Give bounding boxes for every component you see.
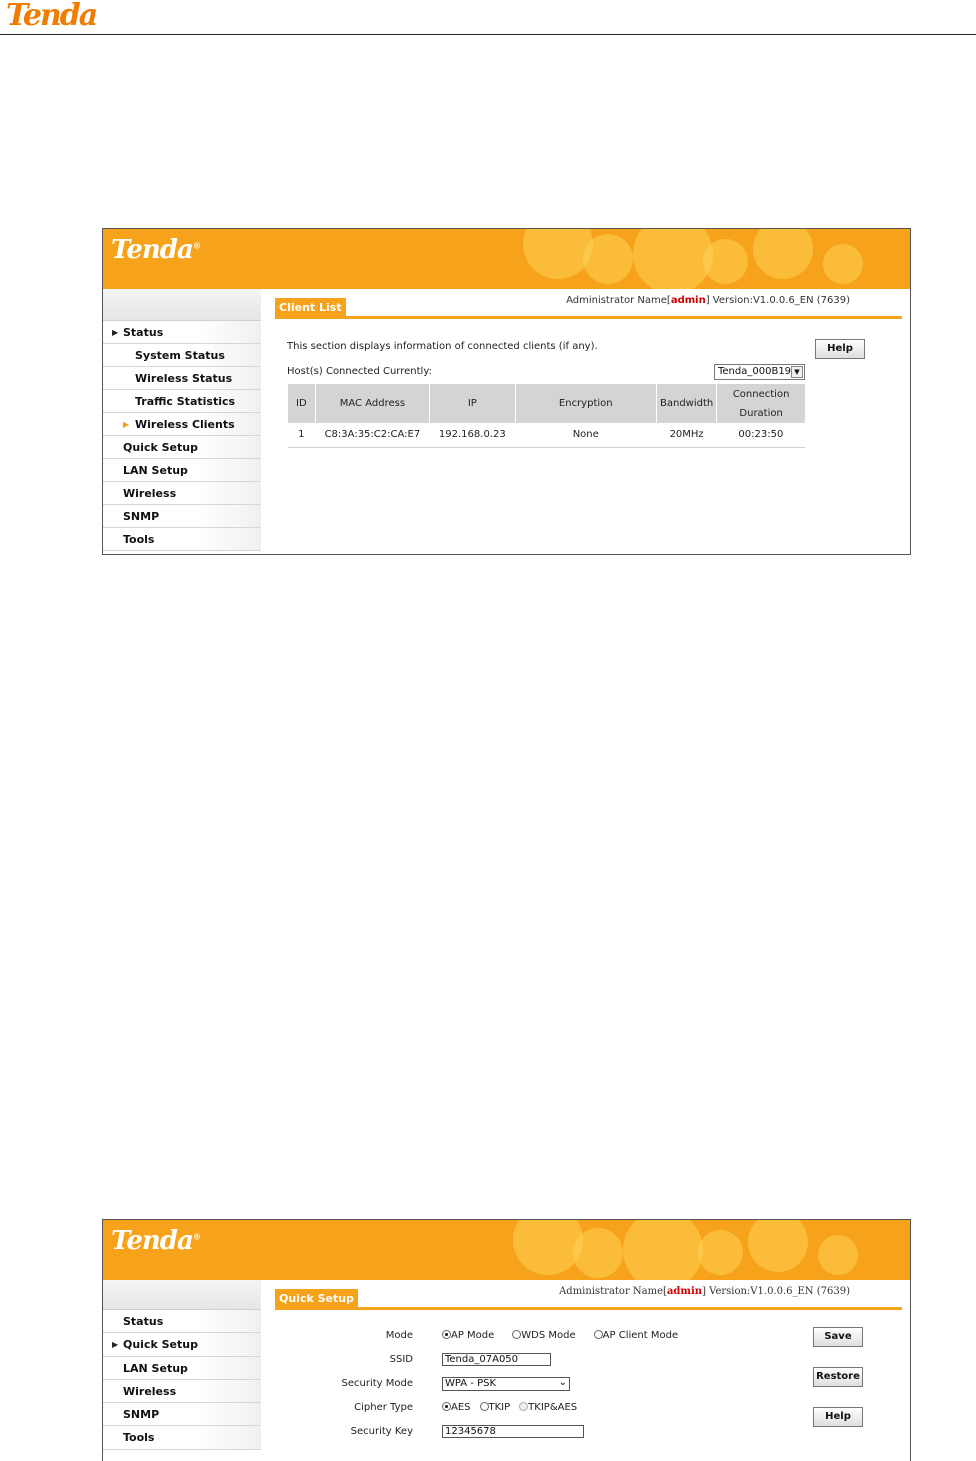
radio-button[interactable]	[480, 1402, 489, 1411]
radio-option-tkip[interactable]	[480, 1402, 511, 1413]
radio-button[interactable]	[442, 1330, 451, 1339]
radio-option-ap-client-mode[interactable]	[594, 1330, 678, 1341]
sidebar-item-status[interactable]	[103, 321, 261, 344]
admin-info: Administrator Name[admin] Version:V1.0.0.6_EN (7639)	[566, 295, 850, 306]
sidebar-item-tools[interactable]	[103, 1426, 261, 1449]
radio-button[interactable]	[512, 1330, 521, 1339]
sidebar-item-snmp[interactable]	[103, 1403, 261, 1426]
sidebar-item-label: Traffic Statistics	[135, 395, 236, 408]
cipher-radio-group	[442, 1402, 587, 1413]
security-mode-label: Security Mode	[341, 1378, 413, 1389]
sidebar-header	[103, 289, 261, 321]
sidebar-item-label: Wireless Status	[135, 372, 233, 385]
column-header: ID	[288, 384, 316, 423]
admin-info: Administrator Name[admin] Version:V1.0.0.6_EN (7639)	[559, 1286, 850, 1297]
router-logo: Tenda®	[111, 1226, 200, 1256]
column-header: Bandwidth	[657, 384, 717, 423]
main-content	[275, 289, 902, 554]
security-mode-select[interactable]: WPA - PSK ⌄	[442, 1377, 570, 1391]
sidebar-item-label: Wireless	[123, 487, 177, 500]
save-button[interactable]: Save	[813, 1327, 863, 1347]
sidebar-item-label: Tools	[123, 1431, 155, 1445]
table-cell: 1	[288, 423, 316, 447]
radio-label: WDS Mode	[521, 1330, 576, 1341]
sidebar-item-label: Quick Setup	[123, 1338, 198, 1352]
admin-name: admin	[666, 1286, 703, 1297]
quick-setup-screenshot	[102, 1219, 911, 1461]
sidebar-item-label: LAN Setup	[123, 1361, 188, 1375]
sidebar-item-label: Status	[123, 1315, 164, 1328]
column-header: MAC Address	[315, 384, 429, 423]
radio-label: AP Client Mode	[602, 1330, 679, 1341]
client-list-screenshot	[102, 228, 911, 555]
router-banner	[103, 1220, 910, 1280]
radio-option-ap-mode[interactable]	[442, 1330, 494, 1341]
client-table	[287, 384, 805, 448]
sidebar-item-status[interactable]	[103, 1310, 261, 1333]
table-row	[288, 423, 806, 447]
ssid-select[interactable]: Tenda_000B19 ▼	[714, 364, 805, 380]
router-banner	[103, 229, 910, 289]
sidebar-header	[103, 1280, 261, 1310]
radio-label: AES	[451, 1402, 471, 1413]
radio-label: AP Mode	[451, 1330, 495, 1341]
sidebar-item-lan-setup[interactable]	[103, 1357, 261, 1380]
table-cell: C8:3A:35:C2:CA:E7	[315, 423, 429, 447]
sidebar-nav	[103, 1280, 261, 1461]
help-button[interactable]: Help	[813, 1407, 863, 1427]
help-button[interactable]: Help	[815, 339, 865, 359]
hosts-connected-label: Host(s) Connected Currently:	[287, 366, 432, 377]
brand-logo: Tenda	[6, 0, 97, 33]
sidebar-item-label: Quick Setup	[123, 441, 198, 454]
tab-quick-setup[interactable]: Quick Setup	[275, 1289, 358, 1309]
table-cell: 00:23:50	[717, 423, 805, 447]
tab-underline	[275, 316, 902, 319]
restore-button[interactable]: Restore	[813, 1367, 863, 1387]
column-header: IP	[430, 384, 515, 423]
tab-underline	[275, 1307, 902, 1310]
ssid-input[interactable]: Tenda_07A050	[442, 1353, 551, 1366]
radio-button[interactable]	[594, 1330, 603, 1339]
tab-client-list[interactable]: Client List	[275, 298, 346, 318]
radio-option-tkip-aes[interactable]	[519, 1402, 577, 1413]
sidebar-item-label: SNMP	[123, 510, 160, 523]
sidebar-item-label: Status	[123, 326, 164, 339]
sidebar-item-label: Tools	[123, 533, 155, 546]
radio-label: TKIP&AES	[528, 1402, 578, 1413]
admin-name: admin	[670, 295, 706, 306]
sidebar-item-label: Wireless	[123, 1384, 177, 1398]
radio-button[interactable]	[442, 1402, 451, 1411]
security-key-label: Security Key	[350, 1426, 413, 1437]
chevron-down-icon: ⌄	[558, 1377, 567, 1388]
sidebar-item-label: System Status	[135, 349, 225, 362]
security-key-input[interactable]: 12345678	[442, 1425, 584, 1438]
dropdown-arrow-icon[interactable]: ▼	[791, 366, 803, 378]
sidebar-item-system-status[interactable]	[103, 344, 261, 367]
column-header: Connection Duration	[717, 384, 805, 423]
sidebar-item-wireless-clients[interactable]	[103, 413, 261, 436]
sidebar-item-quick-setup[interactable]	[103, 1333, 261, 1356]
sidebar-item-label: Wireless Clients	[135, 418, 235, 431]
main-content	[275, 1280, 902, 1461]
header-divider	[0, 34, 976, 35]
sidebar-item-traffic-statistics[interactable]	[103, 390, 261, 413]
table-cell: 192.168.0.23	[430, 423, 515, 447]
sidebar-item-wireless[interactable]	[103, 482, 261, 505]
sidebar-item-lan-setup[interactable]	[103, 459, 261, 482]
sidebar-nav	[103, 289, 261, 554]
sidebar-item-wireless-status[interactable]	[103, 367, 261, 390]
sidebar-item-snmp[interactable]	[103, 505, 261, 528]
router-logo: Tenda®	[111, 235, 200, 265]
mode-radio-group	[442, 1330, 688, 1341]
radio-label: TKIP	[488, 1402, 511, 1413]
sidebar-item-wireless[interactable]	[103, 1380, 261, 1403]
section-description: This section displays information of connected clients (if any).	[287, 341, 598, 352]
sidebar-item-quick-setup[interactable]	[103, 436, 261, 459]
sidebar-item-label: LAN Setup	[123, 464, 188, 477]
caret-right-icon: ▶	[112, 1340, 119, 1350]
mode-label: Mode	[385, 1330, 413, 1341]
caret-right-icon: ▶	[112, 328, 119, 337]
cipher-type-label: Cipher Type	[354, 1402, 413, 1413]
sidebar-item-label: SNMP	[123, 1408, 160, 1422]
radio-button[interactable]	[519, 1402, 528, 1411]
sidebar-item-tools[interactable]	[103, 528, 261, 551]
column-header: Encryption	[515, 384, 656, 423]
caret-right-icon: ▶	[123, 420, 130, 429]
radio-option-aes[interactable]	[442, 1402, 471, 1413]
table-cell: 20MHz	[657, 423, 717, 447]
table-cell: None	[515, 423, 656, 447]
radio-option-wds-mode[interactable]	[512, 1330, 575, 1341]
ssid-label: SSID	[389, 1354, 413, 1365]
